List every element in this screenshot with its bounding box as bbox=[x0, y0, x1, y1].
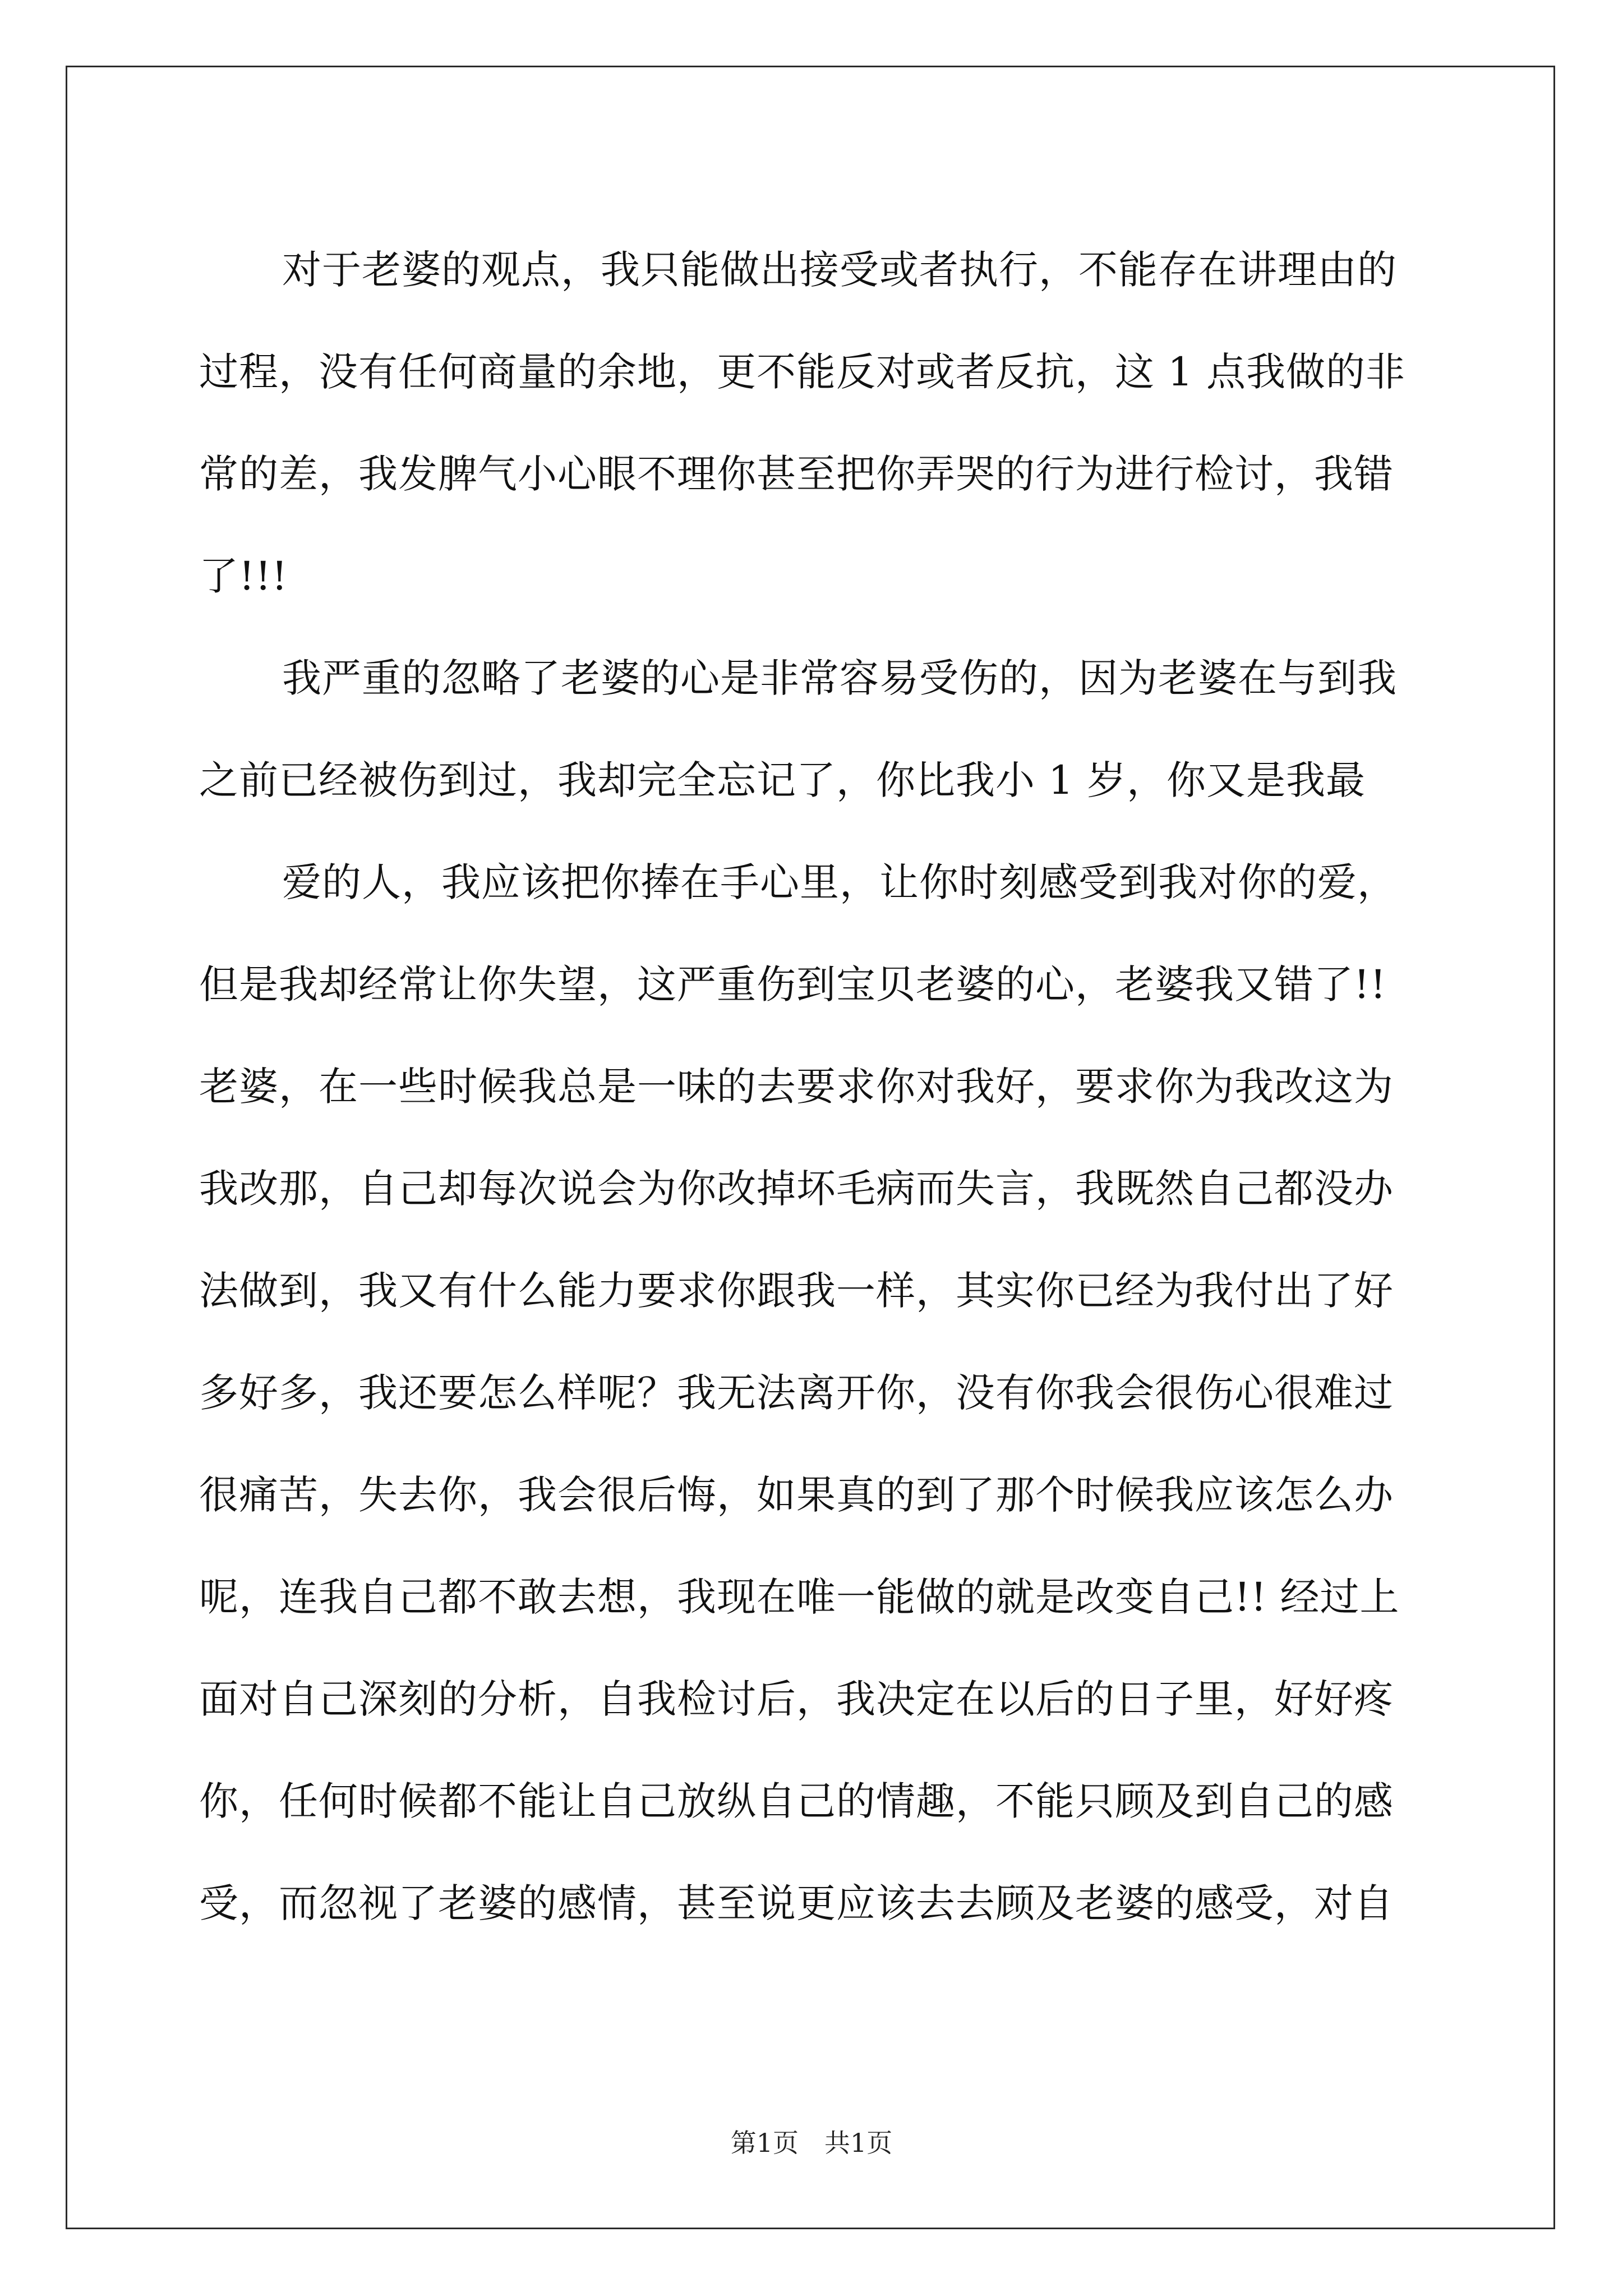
text-line: 之前已经被伤到过，我却完全忘记了，你比我小 1 岁，你又是我最 bbox=[199, 757, 1366, 803]
text-line: 很痛苦，失去你，我会很后悔，如果真的到了那个时候我应该怎么办 bbox=[199, 1472, 1394, 1518]
text-line: 受，而忽视了老婆的感情，甚至说更应该去去顾及老婆的感受，对自 bbox=[199, 1880, 1394, 1926]
text-line: 了!!! bbox=[199, 553, 288, 599]
text-line: 多好多，我还要怎么样呢？我无法离开你，没有你我会很伤心很难过 bbox=[199, 1370, 1394, 1416]
text-line: 面对自己深刻的分析，自我检讨后，我决定在以后的日子里，好好疼 bbox=[199, 1676, 1394, 1722]
text-line: 常的差，我发脾气小心眼不理你甚至把你弄哭的行为进行检讨，我错 bbox=[199, 451, 1394, 497]
text-line: 法做到，我又有什么能力要求你跟我一样，其实你已经为我付出了好 bbox=[199, 1268, 1394, 1314]
document-body bbox=[199, 219, 1427, 1954]
text-line: 你，任何时候都不能让自己放纵自己的情趣，不能只顾及到自己的感 bbox=[199, 1778, 1394, 1824]
text-line: 对于老婆的观点，我只能做出接受或者执行，不能存在讲理由的 bbox=[282, 247, 1397, 293]
text-line: 老婆，在一些时候我总是一味的去要求你对我好，要求你为我改这为 bbox=[199, 1064, 1394, 1110]
page-footer bbox=[0, 2126, 1623, 2160]
text-line: 但是我却经常让你失望，这严重伤到宝贝老婆的心，老婆我又错了!! bbox=[199, 961, 1387, 1007]
text-line: 我改那，自己却每次说会为你改掉坏毛病而失言，我既然自己都没办 bbox=[199, 1166, 1394, 1212]
text-line: 爱的人，我应该把你捧在手心里，让你时刻感受到我对你的爱， bbox=[282, 859, 1397, 905]
page-number: 第1页 bbox=[730, 2128, 799, 2158]
text-line: 呢，连我自己都不敢去想，我现在唯一能做的就是改变自己!! 经过上 bbox=[199, 1574, 1400, 1620]
text-line: 过程，没有任何商量的余地，更不能反对或者反抗，这 1 点我做的非 bbox=[199, 349, 1406, 395]
total-pages: 共1页 bbox=[824, 2128, 893, 2158]
text-line: 我严重的忽略了老婆的心是非常容易受伤的，因为老婆在与到我 bbox=[282, 655, 1397, 701]
